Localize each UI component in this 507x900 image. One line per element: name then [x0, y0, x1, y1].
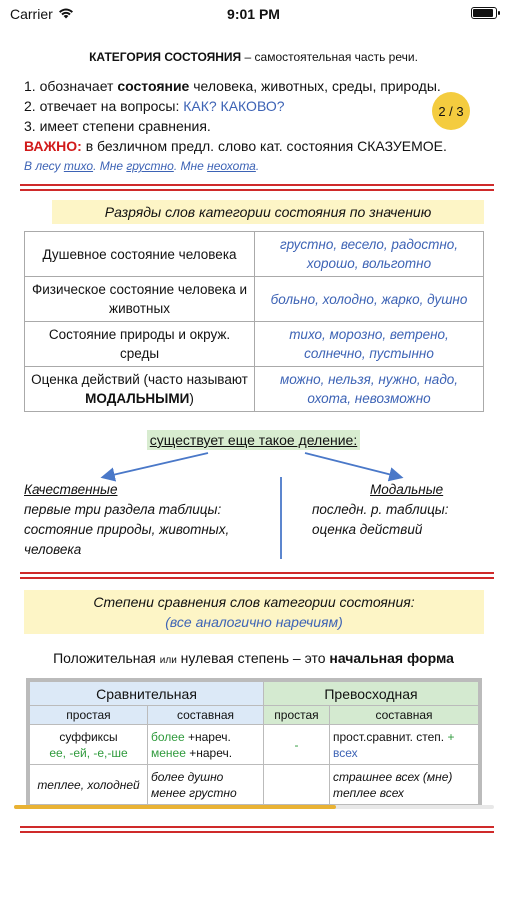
- superlative-rule: прост.сравнит. степ.: [333, 729, 448, 744]
- category-name-post: ): [189, 391, 194, 406]
- example-line: [24, 156, 494, 176]
- degree-line-bold: начальная форма: [329, 650, 454, 666]
- ex-word-1: тихо: [63, 159, 94, 173]
- suffixes-list: ее, -ей, -е,-ше: [49, 745, 128, 760]
- comparative-compound-example: более душно менее грустно: [148, 765, 264, 805]
- division-label-text: существует еще такое деление:: [147, 430, 360, 450]
- ex-part-4: .: [255, 159, 260, 173]
- superlative-simple-header: простая: [264, 706, 330, 725]
- quality-column: [24, 480, 274, 560]
- table-row: [25, 277, 484, 322]
- section-divider: [20, 184, 494, 191]
- comparative-simple-header: простая: [30, 706, 148, 725]
- important-label: ВАЖНО:: [24, 138, 82, 154]
- category-name: Душевное состояние человека: [25, 232, 255, 277]
- degrees-subheading: (все аналогично наречиям): [165, 614, 343, 630]
- battery-icon: [471, 7, 497, 19]
- degree-line-mid: нулевая степень – это: [176, 650, 330, 666]
- title-rest: – самостоятельная часть речи.: [241, 50, 418, 64]
- superlative-simple-example: [264, 765, 330, 805]
- ex-word-2: грустно: [126, 159, 174, 173]
- category-examples: можно, нельзя, нужно, надо, охота, невозможно: [255, 367, 484, 412]
- degrees-heading: [24, 590, 484, 634]
- scrollbar-thumb[interactable]: [14, 805, 336, 809]
- arrow-right: [305, 453, 400, 477]
- superlative-compound-example: страшнее всех (мне) теплее всех: [330, 765, 479, 805]
- status-time: 9:01 PM: [227, 6, 280, 22]
- suffixes-label: суффиксы: [59, 729, 118, 744]
- category-examples: тихо, морозно, ветрено, солнечно, пустынно: [255, 322, 484, 367]
- ex-word-3: неохота: [207, 159, 256, 173]
- all-word: всех: [333, 745, 358, 760]
- superlative-compound-cell: [330, 725, 479, 765]
- category-name: Состояние природы и окруж. среды: [25, 322, 255, 367]
- degree-line-small: или: [159, 655, 177, 666]
- superlative-simple-cell: -: [264, 725, 330, 765]
- degrees-heading-text: Степени сравнения слов категории состояния:: [93, 594, 415, 610]
- category-name: [25, 367, 255, 412]
- arrow-left: [104, 453, 208, 477]
- ex-part-2: . Мне: [93, 159, 127, 173]
- rule-1-bold: состояние: [117, 78, 190, 94]
- superlative-header: Превосходная: [264, 682, 479, 706]
- comparison-table: [26, 678, 482, 808]
- table-row: [30, 725, 479, 765]
- plus-sign: +: [447, 729, 455, 744]
- degree-line-pre: Положительная: [53, 650, 160, 666]
- quality-heading: Качественные: [24, 482, 118, 497]
- less-word: менее: [151, 745, 186, 760]
- rule-1-pre: 1. обозначает: [24, 78, 118, 94]
- category-name: Физическое состояние человека и животных: [25, 277, 255, 322]
- table-row: [25, 232, 484, 277]
- categories-table: [24, 231, 484, 412]
- title-strong: КАТЕГОРИЯ СОСТОЯНИЯ: [89, 50, 242, 64]
- rule-2-pre: 2. отвечает на вопросы:: [24, 98, 184, 114]
- page-title: [0, 50, 507, 64]
- rule-2: [24, 96, 494, 116]
- categories-heading-text: Разряды слов категории состояния по значению: [104, 204, 432, 220]
- modal-heading: Модальные: [370, 482, 444, 497]
- comparative-compound-cell: [148, 725, 264, 765]
- quality-text: первые три раздела таблицы: состояние природы, животных, человека: [24, 502, 230, 557]
- section-divider: [20, 826, 494, 833]
- rule-1-post: человека, животных, среды, природы.: [189, 78, 441, 94]
- adverb-note: +нареч.: [185, 745, 233, 760]
- category-name-bold: МОДАЛЬНЫМИ: [85, 391, 190, 406]
- rule-2-question: КАК? КАКОВО?: [183, 98, 285, 114]
- ex-part-3: . Мне: [173, 159, 208, 173]
- battery-level: [473, 9, 493, 17]
- category-examples: грустно, весело, радостно, хорошо, вольготно: [255, 232, 484, 277]
- modal-column: [312, 480, 492, 540]
- category-name-pre: Оценка действий (часто называют: [31, 372, 248, 387]
- modal-text: последн. р. таблицы: оценка действий: [312, 502, 449, 537]
- adverb-note: +нареч.: [184, 729, 231, 744]
- section-divider: [20, 572, 494, 579]
- page-indicator-badge[interactable]: 2 / 3: [432, 92, 470, 130]
- horizontal-scrollbar[interactable]: [14, 805, 494, 809]
- more-word: более: [151, 729, 185, 744]
- rule-4: [24, 136, 494, 156]
- superlative-compound-header: составная: [330, 706, 479, 725]
- categories-heading: [52, 200, 484, 224]
- table-row: [30, 765, 479, 805]
- rule-1: [24, 76, 494, 96]
- comparative-simple-example: теплее, холодней: [30, 765, 148, 805]
- rule-4-text: в безличном предл. слово кат. состояния СКАЗУЕМОЕ.: [81, 138, 447, 154]
- ex-part-1: В лесу: [24, 159, 64, 173]
- rules-list: [24, 76, 494, 176]
- table-row: [25, 322, 484, 367]
- status-bar: [0, 0, 507, 30]
- positive-degree-line: [0, 650, 507, 666]
- category-examples: больно, холодно, жарко, душно: [255, 277, 484, 322]
- rule-3: 3. имеет степени сравнения.: [24, 118, 211, 134]
- comparative-header: Сравнительная: [30, 682, 264, 706]
- table-row: [25, 367, 484, 412]
- comparative-simple-cell: [30, 725, 148, 765]
- carrier-label: Carrier: [10, 6, 53, 22]
- comparative-compound-header: составная: [148, 706, 264, 725]
